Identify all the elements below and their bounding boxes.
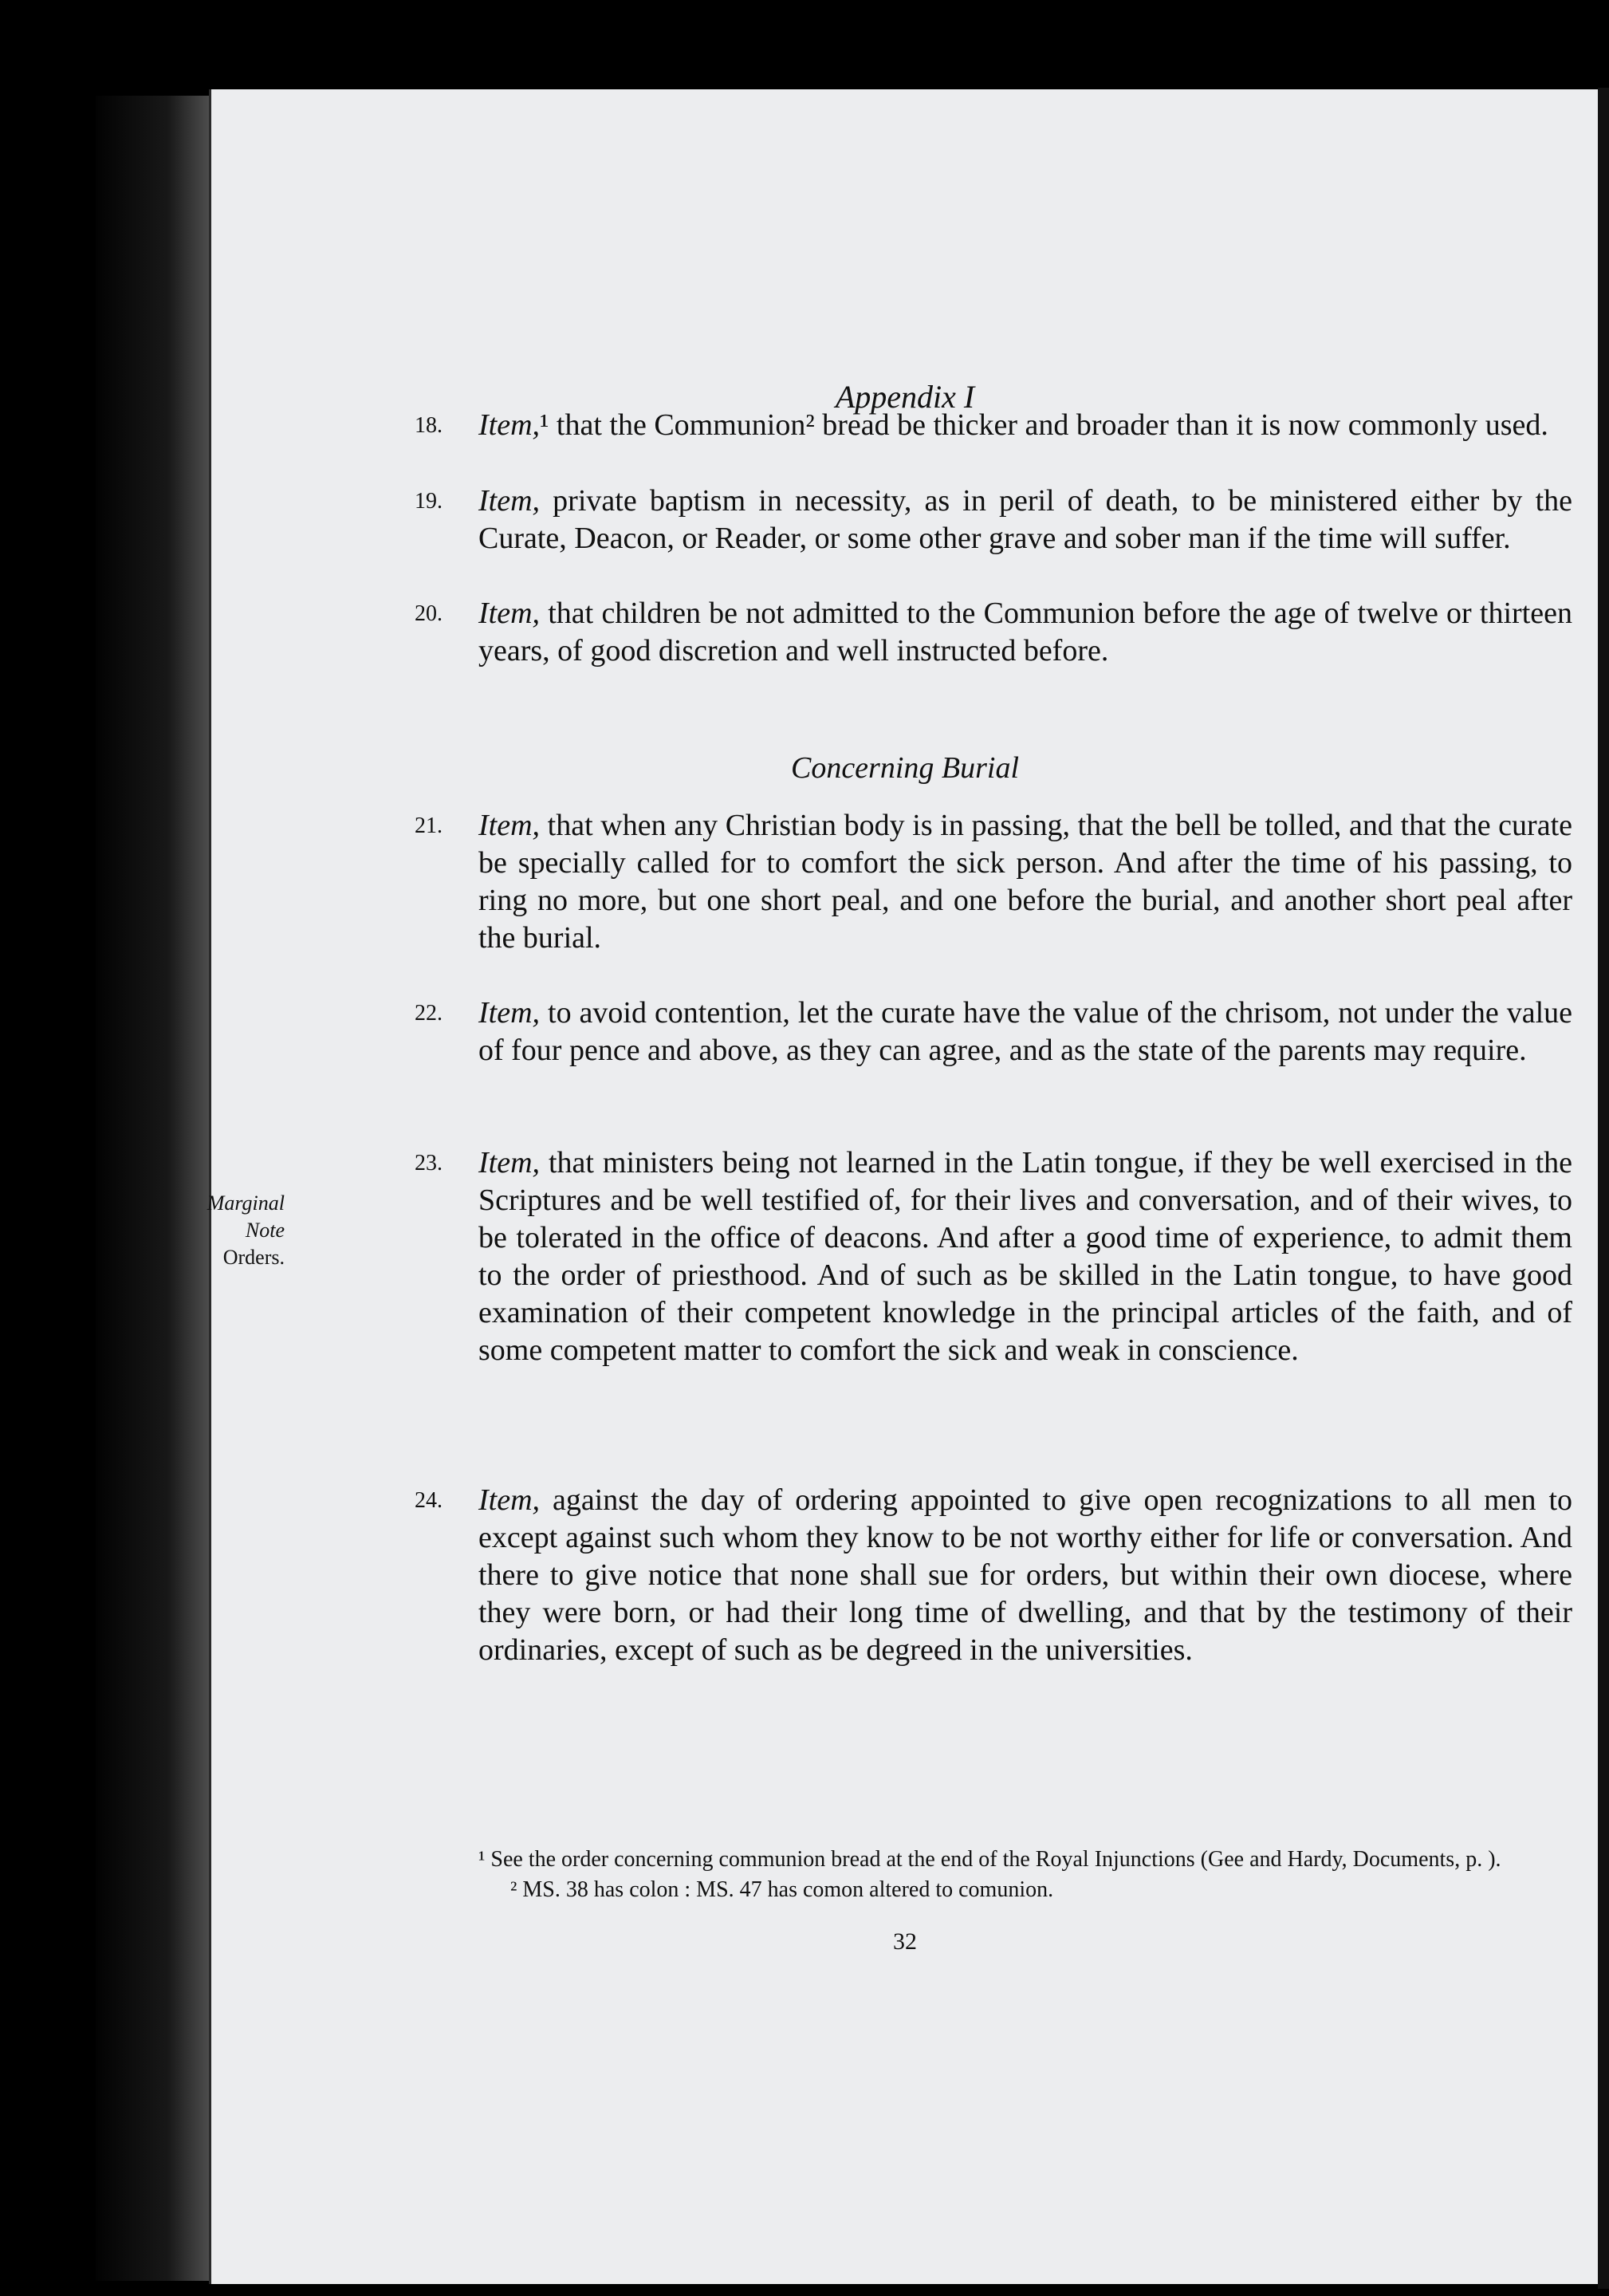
item-22 [415,994,1572,1069]
marginal-note-line: Note [245,1219,285,1242]
item-number: 23. [415,1151,443,1176]
item-20 [415,595,1572,670]
book-page [209,89,1599,2284]
running-head: Appendix I [835,379,975,415]
item-number: 18. [415,413,443,438]
item-number: 21. [415,813,443,838]
item-text: that ministers being not learned in the Latin tongue, if they be well exercised in the Scriptures and be well testified of, for their lives and conversation, and of their wives, to be tolerated in the office of deacons. And after a good time of experience, to admit them to the order of priesthood. And of such as be skilled in the Latin tongue, to have good examination of their competent knowledge in the principal articles of the faith, and of some competent matter to comfort the sick and weak in conscience. [478,1146,1572,1367]
item-lead: Item, [478,996,541,1030]
item-lead: Item, [478,809,541,842]
item-18 [415,407,1572,444]
item-lead: Item, [478,408,541,442]
item-text: to avoid contention, let the curate have the value of the chrisom, not under the value of four pence and above, as they can agree, and as the state of the parents may require. [478,996,1572,1067]
item-19 [415,482,1572,557]
item-text: ¹ that the Communion² bread be thicker and broader than it is now commonly used. [540,408,1548,442]
page-edge [1598,88,1609,2289]
item-number: 20. [415,601,443,626]
marginal-note-line: Orders. [222,1246,285,1269]
footnotes [478,1845,1572,1905]
item-lead: Item, [478,597,541,630]
item-number: 22. [415,1001,443,1026]
binding-shadow [96,96,215,2281]
item-text: that when any Christian body is in passing, that the bell be tolled, and that the curate be specially called for to comfort the sick person. And after the time of his passing, to ring no more, but one short peal, and one before the burial, and another short peal after the burial. [478,809,1572,955]
item-text: private baptism in necessity, as in peril of death, to be ministered either by the Curate, Deacon, or Reader, or some other grave and sober man if the time will suffer. [478,484,1572,555]
marginal-note [207,1190,285,1271]
footnote-1: ¹ See the order concerning communion bread at the end of the Royal Injunctions (Gee and Hardy, Documents, p. ). [478,1847,1501,1872]
page-number: 32 [893,1928,917,1955]
item-text: against the day of ordering appointed to give open recognizations to all men to except against such whom they know to be not worthy either for life or conversation. And there to give notice that none shall sue for orders, but within their own diocese, where they were born, or had their long time of dwelling, and that by the testimony of their ordinaries, except of such as be degreed in the universities. [478,1483,1572,1667]
item-lead: Item, [478,484,541,518]
item-lead: Item, [478,1483,541,1517]
section-heading: Concerning Burial [790,751,1020,785]
item-number: 19. [415,489,443,514]
item-24 [415,1482,1572,1669]
marginal-note-line: Marginal [207,1191,285,1215]
item-lead: Item, [478,1146,541,1180]
item-21 [415,807,1572,957]
item-text: that children be not admitted to the Communion before the age of twelve or thirteen years, of good discretion and well instructed before. [478,597,1572,668]
footnote-2: ² MS. 38 has colon : MS. 47 has comon altered to comunion. [510,1877,1054,1902]
item-23 [415,1144,1572,1369]
item-number: 24. [415,1488,443,1513]
